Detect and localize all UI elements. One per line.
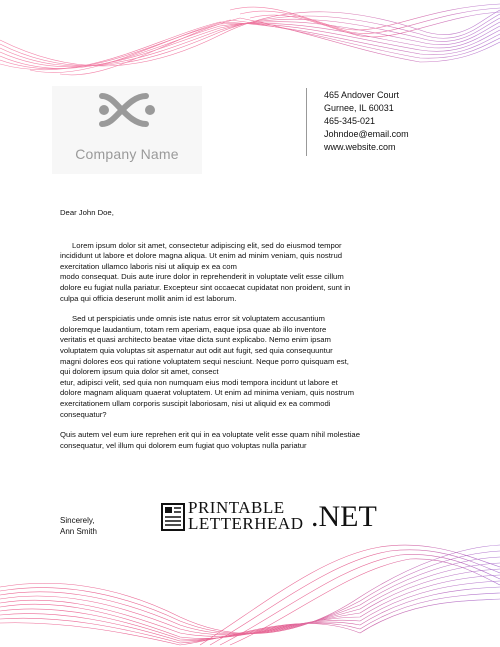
address-line-1: 465 Andover Court (324, 90, 400, 100)
header-divider (306, 88, 307, 156)
phone-number: 465-345-021 (324, 116, 376, 126)
paragraph-line: dolore magnam aliquam quaerat voluptatem. Ut enim ad minima veniam, quis nostrum (60, 388, 354, 398)
company-name: Company Name (75, 146, 179, 162)
company-logo-icon (96, 92, 158, 128)
paragraph-line: consequatur? (60, 409, 107, 419)
top-wave-decoration (0, 0, 500, 95)
paragraph-line: culpa qui officia deserunt mollit anim id est laborum. (60, 293, 237, 303)
watermark-text (188, 500, 303, 532)
paragraph-line: qui dolorem ipsum quia dolor sit amet, consect (60, 367, 219, 377)
paragraph-3 (60, 430, 446, 451)
paragraph-line: Sed ut perspiciatis unde omnis iste natus error sit voluptatem accusantium (72, 314, 325, 324)
watermark-suffix: .NET (311, 500, 377, 533)
address-line-2: Gurnee, IL 60031 (324, 103, 394, 113)
greeting: Dear John Doe, (60, 208, 114, 217)
paragraph-line: Quis autem vel eum iure reprehen erit qui in ea voluptate velit esse quam nihil molestiae (60, 430, 360, 440)
paragraph-line: exercitation ullamco laboris nisi ut aliquip ex ea com (60, 261, 237, 271)
paragraph-1 (60, 241, 446, 305)
closing: Sincerely, (60, 516, 95, 525)
company-logo-block (52, 86, 202, 174)
letter-body (60, 208, 446, 461)
paragraph-2 (60, 314, 446, 420)
contact-info (324, 89, 409, 154)
website-url: www.website.com (324, 142, 396, 152)
watermark-line-1: PRINTABLE (188, 498, 285, 517)
paragraph-line: voluptatem quia voluptas sit aspernatur aut odit aut fugit, sed quia consequuntur (60, 345, 333, 355)
paragraph-line: exercitationem ullam corporis suscipit laboriosam, nisi ut aliquid ex ea commodi (60, 398, 331, 408)
signature-name: Ann Smith (60, 527, 97, 536)
paragraph-line: consequatur, vel illum qui dolorem eum fugiat quo voluptas nulla pariatur (60, 440, 307, 450)
paragraph-line: incididunt ut labore et dolore magna aliqua. Ut enim ad minim veniam, quis nostrud (60, 251, 343, 261)
watermark-line-2: LETTERHEAD (188, 514, 304, 533)
paragraph-line: etur, adipisci velit, sed quia non numquam eius modi tempora incidunt ut labore et (60, 377, 338, 387)
paragraph-line: doloremque laudantium, totam rem aperiam, eaque ipsa quae ab illo inventore (60, 324, 327, 334)
paragraph-line: modo consequat. Duis aute irure dolor in reprehenderit in voluptate velit esse cillum (60, 272, 344, 282)
printable-letterhead-watermark (160, 498, 377, 536)
paragraph-line: veritatis et quasi architecto beatae vitae dicta sunt explicabo. Nemo enim ipsam (60, 335, 331, 345)
signoff (60, 515, 97, 537)
paragraph-line: dolore eu fugiat nulla pariatur. Excepteur sint occaecat cupidatat non proident, sunt in (60, 282, 351, 292)
document-icon (160, 502, 186, 532)
paragraph-line: magni dolores eos qui ratione voluptatem sequi nesciunt. Neque porro quisquam est, (60, 356, 349, 366)
email-address: Johndoe@email.com (324, 129, 409, 139)
bottom-wave-decoration (0, 527, 500, 647)
paragraph-line: Lorem ipsum dolor sit amet, consectetur adipiscing elit, sed do eiusmod tempor (72, 240, 342, 250)
